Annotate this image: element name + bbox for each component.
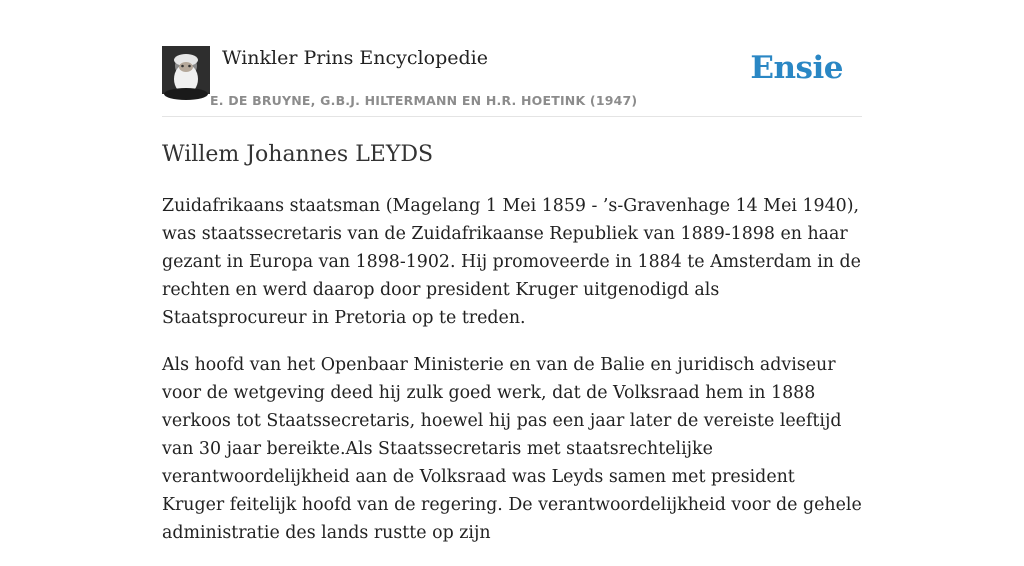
article-title: Willem Johannes LEYDS bbox=[162, 142, 434, 167]
author-portrait-icon bbox=[162, 46, 210, 94]
source-title[interactable]: Winkler Prins Encyclopedie bbox=[222, 47, 488, 69]
source-authors: E. DE BRUYNE, G.B.J. HILTERMANN EN H.R. HOETINK (1947) bbox=[210, 93, 638, 108]
article-body bbox=[162, 192, 862, 566]
article-paragraph: Als hoofd van het Openbaar Ministerie en van de Balie en juridisch adviseur voor de wetgeving deed hij zulk goed werk, dat de Volksraad hem in 1888 verkoos tot Staatssecretaris, hoewel hij pas een jaar later de vereiste leeftijd van 30 jaar bereikte.Als Staatssecretaris met staatsrechtelijke verantwoordelijkheid aan de Volksraad was Leyds samen met president Kruger feitelijk hoofd van de regering. De verantwoordelijkheid voor de gehele administratie des lands rustte op zijn bbox=[162, 355, 862, 543]
ensie-logo-link[interactable]: Ensie bbox=[750, 50, 843, 86]
source-header bbox=[162, 46, 862, 117]
article-paragraph: Zuidafrikaans staatsman (Magelang 1 Mei 1859 - ’s-Gravenhage 14 Mei 1940), was staatssecretaris van de Zuidafrikaanse Republiek van 1889-1898 en haar gezant in Europa van 1898-1902. Hij promoveerde in 1884 te Amsterdam in de rechten en werd daarop door president Kruger uitgenodigd als Staatsprocureur in Pretoria op te treden. bbox=[162, 196, 861, 328]
